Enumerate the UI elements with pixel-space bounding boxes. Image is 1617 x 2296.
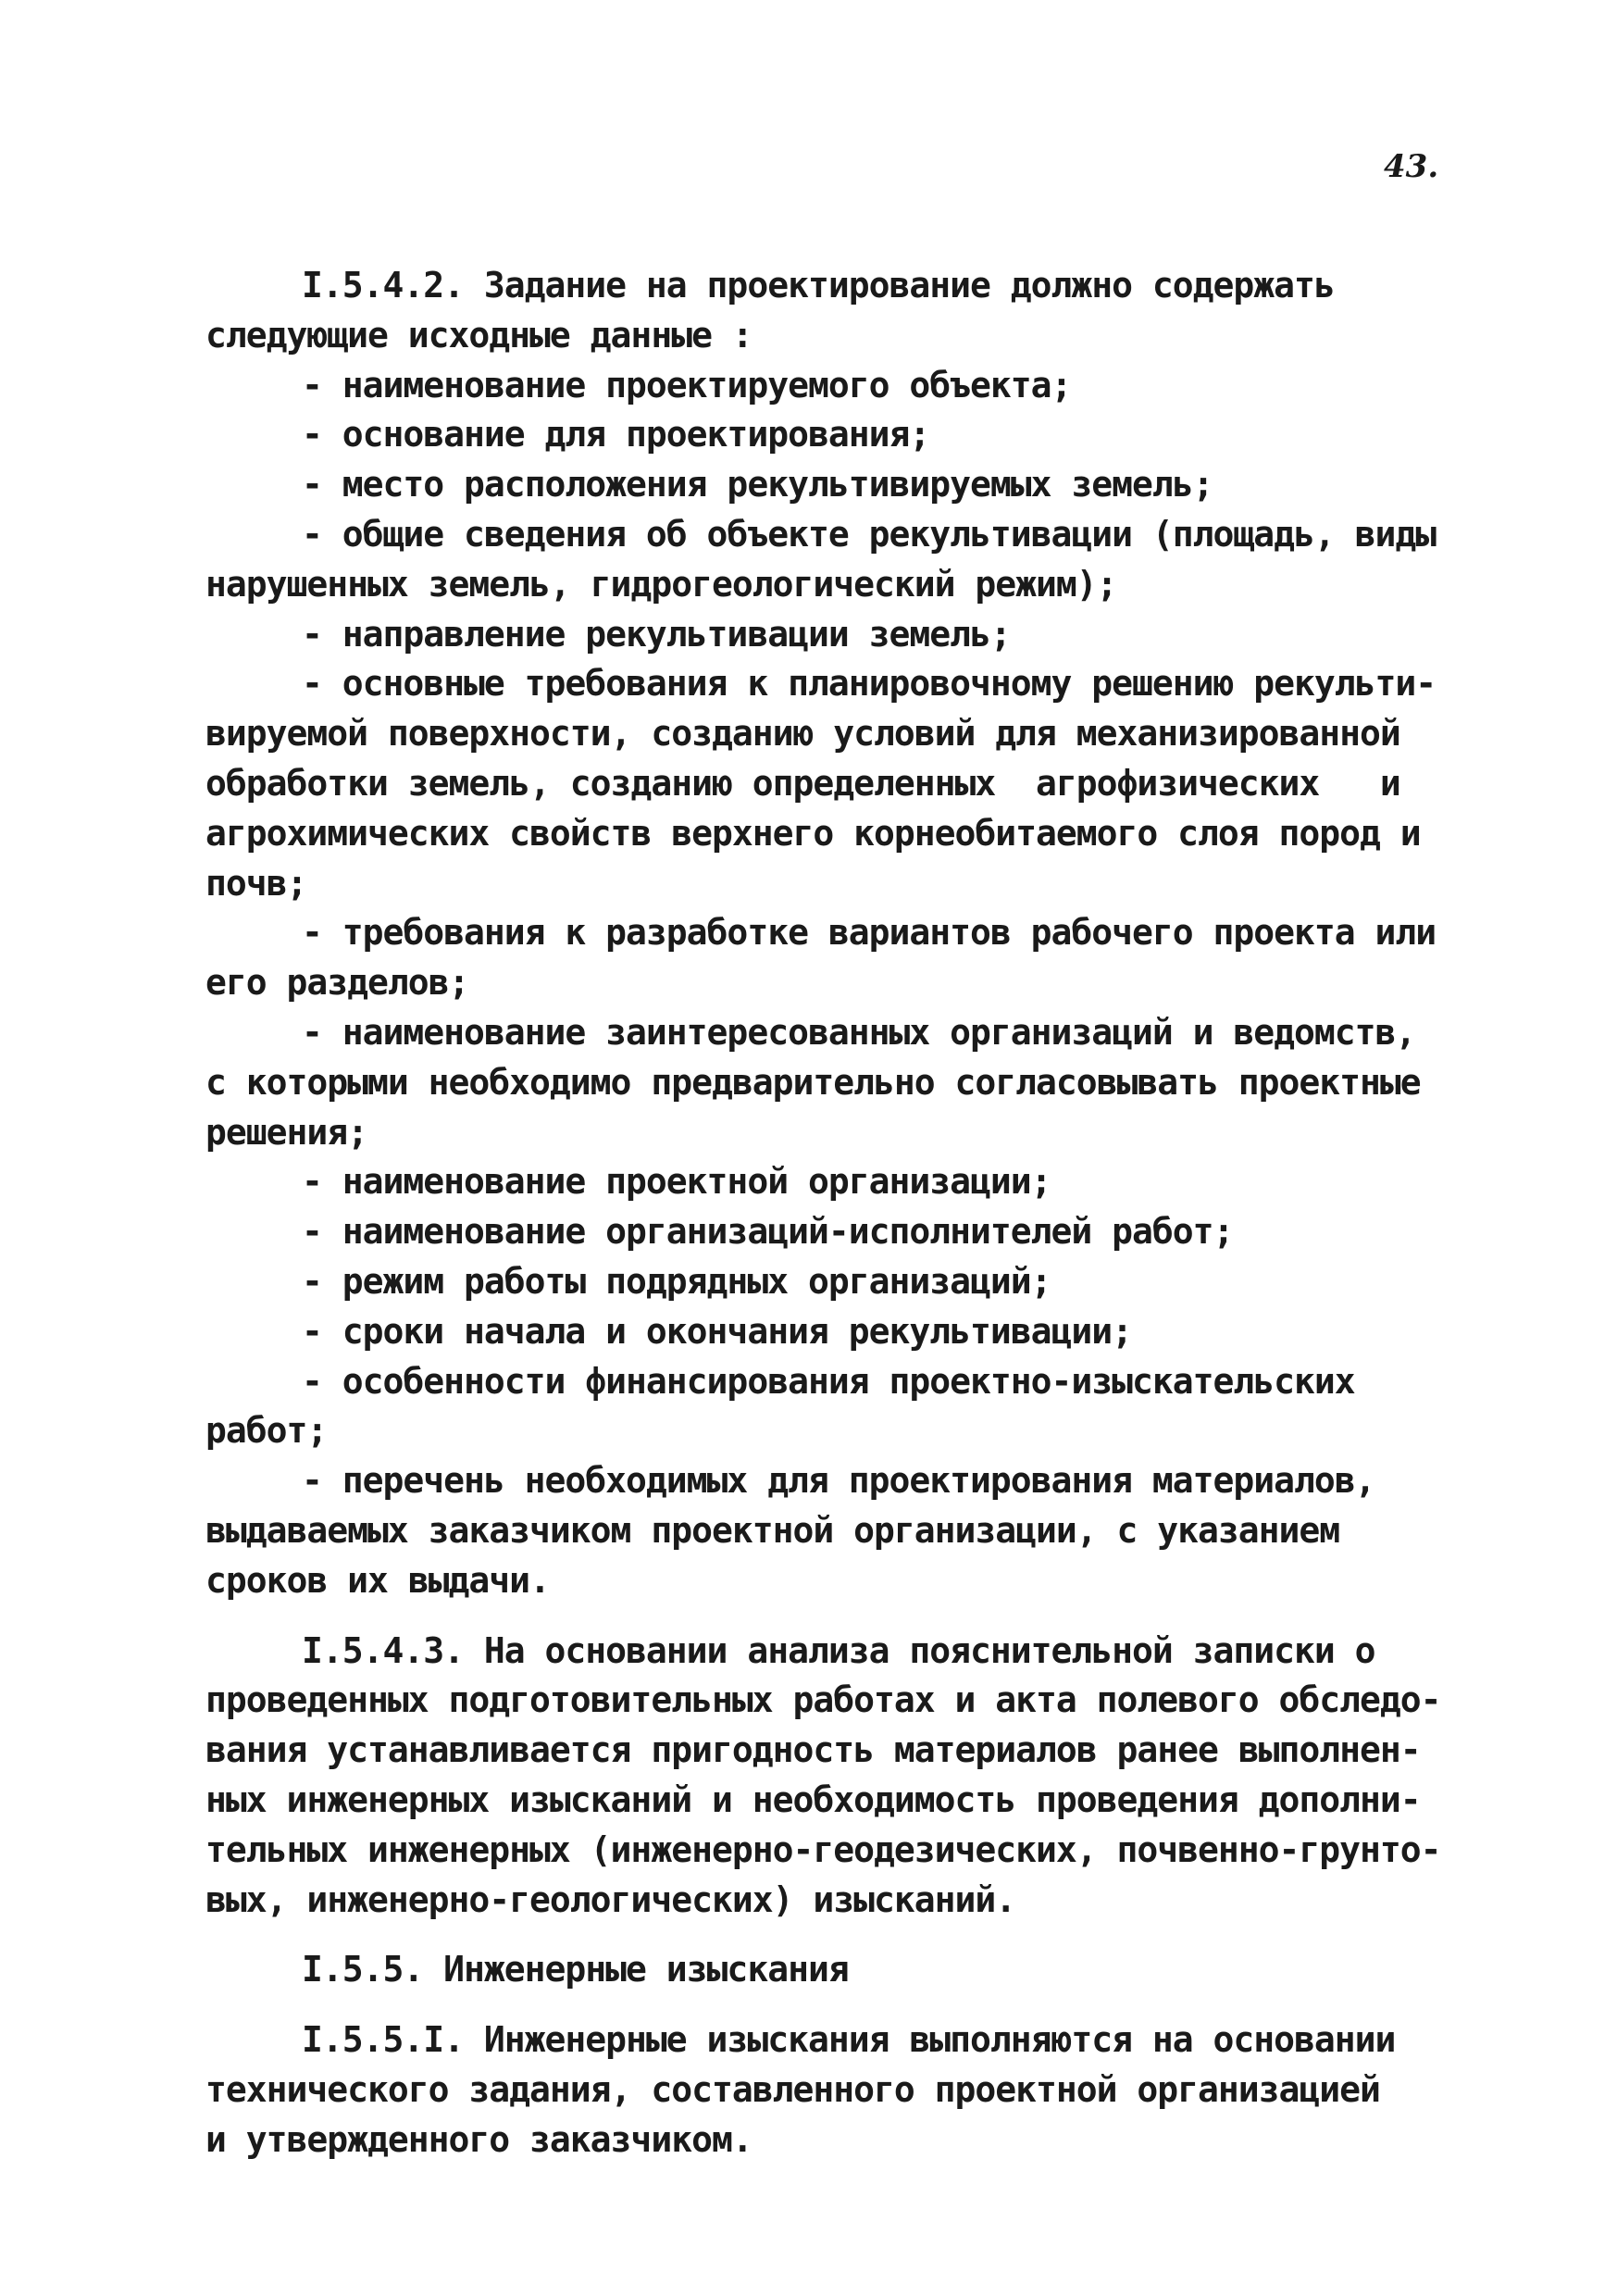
list-item-continuation: сроков их выдачи. — [205, 1559, 550, 1601]
list-item: - место расположения рекультивируемых земель; — [302, 464, 1213, 505]
list-item: - наименование организаций-исполнителей работ; — [302, 1211, 1234, 1253]
list-item: - направление рекультивации земель; — [302, 613, 1011, 655]
list-item-continuation: работ; — [205, 1410, 328, 1452]
paragraph-gap — [205, 1925, 1437, 1945]
list-item: - перечень необходимых для проектирования материалов, — [302, 1460, 1375, 1502]
paragraph-1-5-4-3-line: ных инженерных изысканий и необходимость проведения дополни- — [205, 1778, 1421, 1820]
list-item: - основные требования к планировочному решению рекульти- — [302, 663, 1437, 705]
paragraph-1-5-4-3-line: вания устанавливается пригодность материалов ранее выполнен- — [205, 1729, 1421, 1771]
list-item-continuation: вируемой поверхности, созданию условий для механизированной — [205, 713, 1400, 755]
section-heading: I.5.5. Инженерные изыскания — [302, 1949, 849, 1990]
list-item: - основание для проектирования; — [302, 414, 930, 455]
list-item-continuation: почв; — [205, 862, 307, 904]
paragraph-1-5-4-3-line: вых, инженерно-геологических) изысканий. — [205, 1878, 1016, 1920]
paragraph-1-5-4-2-line: следующие исходные данные : — [205, 314, 753, 356]
list-item-continuation: нарушенных земель, гидрогеологический режим); — [205, 563, 1117, 605]
paragraph-gap — [205, 1606, 1437, 1627]
list-item-continuation: обработки земель, созданию определенных агрофизических и — [205, 762, 1400, 804]
list-item-continuation: решения; — [205, 1111, 368, 1153]
paragraph-1-5-5-1-line: технического задания, составленного проектной организацией — [205, 2068, 1380, 2110]
list-item-continuation: его разделов; — [205, 962, 469, 1004]
list-item: - требования к разработке вариантов рабочего проекта или — [302, 912, 1437, 954]
paragraph-1-5-4-3-line: проведенных подготовительных работах и акта полевого обследо- — [205, 1679, 1441, 1721]
paragraph-1-5-4-3-line: I.5.4.3. На основании анализа пояснительной записки о — [302, 1629, 1375, 1671]
list-item: - сроки начала и окончания рекультивации; — [302, 1310, 1132, 1352]
document-body — [205, 261, 1441, 2165]
paragraph-gap — [205, 1995, 1437, 2015]
list-item-continuation: с которыми необходимо предварительно согласовывать проектные — [205, 1061, 1421, 1103]
paragraph-1-5-4-3-line: тельных инженерных (инженерно-геодезических, почвенно-грунто- — [205, 1828, 1441, 1870]
list-item: - особенности финансирования проектно-изыскательских — [302, 1360, 1355, 1402]
paragraph-1-5-4-2-line: I.5.4.2. Задание на проектирование должно содержать — [302, 265, 1335, 306]
page-number: 43. — [1384, 148, 1439, 185]
list-item: - наименование проектной организации; — [302, 1161, 1051, 1203]
list-item: - наименование проектируемого объекта; — [302, 364, 1072, 406]
list-item: - наименование заинтересованных организаций и ведомств, — [302, 1011, 1416, 1053]
list-item: - режим работы подрядных организаций; — [302, 1260, 1051, 1302]
list-item-continuation: выдаваемых заказчиком проектной организации, с указанием — [205, 1509, 1340, 1551]
list-item-continuation: агрохимических свойств верхнего корнеобитаемого слоя пород и — [205, 812, 1421, 854]
paragraph-1-5-5-1-line: I.5.5.I. Инженерные изыскания выполняются на основании — [302, 2019, 1396, 2061]
list-item: - общие сведения об объекте рекультивации (площадь, виды — [302, 513, 1437, 555]
paragraph-1-5-5-1-line: и утвержденного заказчиком. — [205, 2118, 753, 2160]
